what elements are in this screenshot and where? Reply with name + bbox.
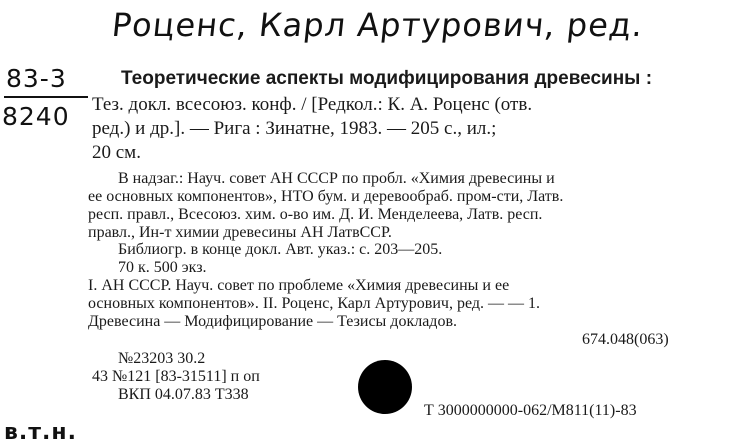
handwritten-shelf-mark-top: 83-3	[6, 64, 67, 93]
handwritten-author-heading: Роценс, Карл Артурович, ред.	[110, 6, 646, 44]
note-line4: правл., Ин-т химии древесины АН ЛатвССР.	[88, 224, 392, 241]
handwritten-shelf-mark-bottom: 8240	[2, 102, 70, 131]
price-copies: 70 к. 500 экз.	[118, 259, 207, 276]
record-dimensions: 20 см.	[92, 142, 141, 163]
note-line2: ее основных компонентов», НТО бум. и деревообраб. пром-сти, Латв.	[88, 188, 564, 205]
vkp-stamp: ВКП 04.07.83 Т338	[118, 386, 249, 403]
record-statement-line1: Тез. докл. всесоюз. конф. / [Редкол.: К. А. Роценс (отв.	[92, 94, 533, 115]
note-line3: респ. правл., Всесоюз. хим. о-во им. Д. И. Менделеева, Латв. респ.	[88, 206, 543, 223]
punch-hole	[358, 360, 412, 414]
tracing-line1: I. АН СССР. Науч. совет по проблеме «Химия древесины и ее	[88, 277, 510, 294]
registration-number: №23203 30.2	[118, 350, 206, 367]
tracing-line2: основных компонентов». II. Роценс, Карл Артурович, ред. — — 1.	[88, 295, 540, 312]
shelf-mark-divider	[4, 96, 88, 98]
catalog-code: Т 3000000000-062/М811(11)-83	[424, 402, 637, 419]
record-statement-line2: ред.) и др.]. — Рига : Зинатне, 1983. — 205 с., ил.;	[92, 118, 497, 139]
bibliography-note: Библиогр. в конце докл. Авт. указ.: с. 203—205.	[118, 241, 443, 258]
tracing-line3: Древесина — Модифицирование — Тезисы докладов.	[88, 313, 457, 330]
record-title: Теоретические аспекты модифицирования древесины :	[121, 68, 653, 89]
handwritten-initials: в.т.н.	[4, 420, 77, 445]
note-line1: В надзаг.: Науч. совет АН СССР по пробл. «Химия древесины и	[118, 170, 555, 187]
classification-code: 674.048(063)	[582, 331, 669, 348]
order-number: 43 №121 [83-31511] п оп	[92, 368, 260, 385]
